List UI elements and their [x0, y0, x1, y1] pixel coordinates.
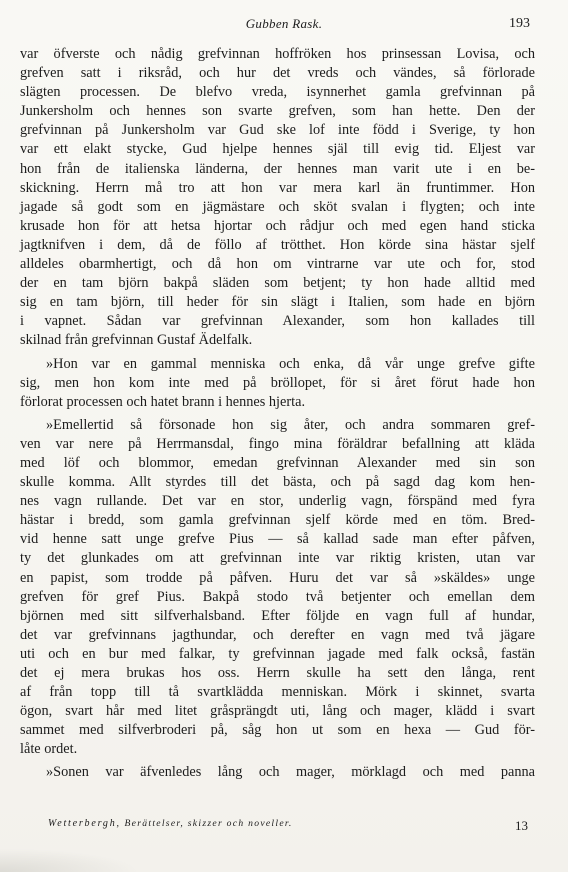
footer-credit — [48, 818, 293, 829]
text-line: förlorat processen och hatet brann i hennes hjerta. — [20, 393, 306, 410]
text-line: jagade så godt som en jägmästare och sköt svalan i flygten; och inte — [20, 198, 535, 215]
text-line: Junkersholm och hennes son svarte grefven, som han hette. Den der — [20, 103, 535, 120]
signature-mark: 13 — [515, 818, 528, 833]
text-line: af från topp till tå svartklädda menniskan. Mörk i skinnet, svarta — [20, 684, 535, 701]
text-line: en papist, som trodde på påfven. Huru det var så »skäldes» unge — [20, 569, 535, 586]
text-line: grefven för gref Pius. Bakpå stodo två betjenter och emellan dem — [20, 588, 535, 605]
text-line: ögon, svart hår med litet gråsprängdt uti, lång och mager, klädd i svart — [20, 703, 535, 720]
text-line: det ej mera brukas hos oss. Herrn skulle ha sett den långa, rent — [20, 665, 535, 681]
text-line: sig, men hon kom inte med på bröllopet, för si året förut hade hon — [20, 374, 535, 391]
text-line: ty det glunkades om att grefvinnan inte var riktig kristen, utan var — [20, 550, 535, 567]
footer-author: Wetterbergh, — [48, 818, 121, 829]
text-line: var öfverste och nådig grefvinnan hoffröken hos prinsessan Lovisa, och — [20, 46, 535, 62]
text-line: »Hon var en gammal menniska och enka, då vår unge grefve gifte — [46, 355, 535, 372]
footer-book-title: Berättelser, skizzer och noveller. — [124, 818, 293, 829]
text-line: »Sonen var äfvenledes lång och mager, mörklagd och med panna — [46, 764, 535, 781]
text-line: sig en tam björn, till heder för sin slägt i Italien, som hade en björn — [20, 294, 535, 311]
text-line: grefven satt i riksråd, och hur det vreds och vändes, så förlorade — [20, 65, 535, 82]
text-line: der en tam björn bakpå släden som betjent; ty hon hade alltid med — [20, 275, 535, 292]
text-line: björnen med sitt silfverhalsband. Efter följde en vagn full af hundar, — [20, 607, 535, 624]
text-line: med löf och blommor, emedan grefvinnan Alexander med sin son — [20, 454, 535, 471]
text-line: låte ordet. — [20, 741, 78, 758]
text-line: skickning. Herrn må tro att hon var mera karl än fruntimmer. Hon — [20, 179, 535, 196]
page-number: 193 — [509, 16, 530, 31]
scan-shadow — [0, 848, 140, 872]
running-title: Gubben Rask. — [245, 16, 323, 31]
text-line: »Emellertid så försonade hon sig åter, och andra sommaren gref- — [46, 416, 535, 433]
text-line: var ett elakt stycke, Gud hjelpe hennes själ till evig tid. Eljest var — [20, 141, 535, 158]
text-line: vid henne satt unge grefve Pius — så kallad sade man efter påfven, — [20, 531, 535, 548]
text-line: nes vagn rullande. Det var en stor, underlig vagn, förspänd med fyra — [20, 493, 535, 510]
text-line: skilnad från grefvinnan Gustaf Ädelfalk. — [20, 332, 253, 349]
page-footer — [0, 818, 568, 838]
text-line: ven var nere på Herrmansdal, fingo mina föräldrar befallning att kläda — [20, 435, 535, 452]
text-line: hästar i bredd, som gamla grefvinnan sjelf körde med en töm. Bred- — [20, 512, 535, 529]
page-header — [0, 14, 568, 36]
text-line: jagtknifven i dem, då de föllo af trötthet. Hon körde sina hästar sjelf — [20, 236, 535, 253]
text-line: sammet med silfverbroderi på, såg hon ut som en hexa — Gud för- — [20, 722, 535, 739]
text-line: alldeles obarmhertigt, och då hon om vintrarne var ute och for, stod — [20, 256, 535, 273]
text-line: skulle komma. Allt styrdes till det bästa, och på sagd dag kom hen- — [20, 474, 535, 491]
text-line: i vapnet. Sådan var grefvinnan Alexander, som hon kallades till — [20, 313, 535, 330]
text-line: grefvinnan på Junkersholm var Gud ske lof inte född i Sverige, ty hon — [20, 122, 535, 139]
text-line: slägten processen. De blefvo vreda, isynnerhet gamla grefvinnan på — [20, 84, 535, 101]
text-line: krusade hon för att hetsa hjortar och rådjur och med egen hand sticka — [20, 217, 535, 234]
body-text — [20, 45, 535, 783]
text-line: det var grefvinnans jagthundar, och derefter en vagn med två jägare — [20, 626, 535, 643]
text-line: hon från de italienska länderna, der hennes man varit ute i en be- — [20, 160, 535, 177]
text-line: uti och en bur med falkar, ty grefvinnan jagade med falk också, fastän — [20, 645, 535, 662]
